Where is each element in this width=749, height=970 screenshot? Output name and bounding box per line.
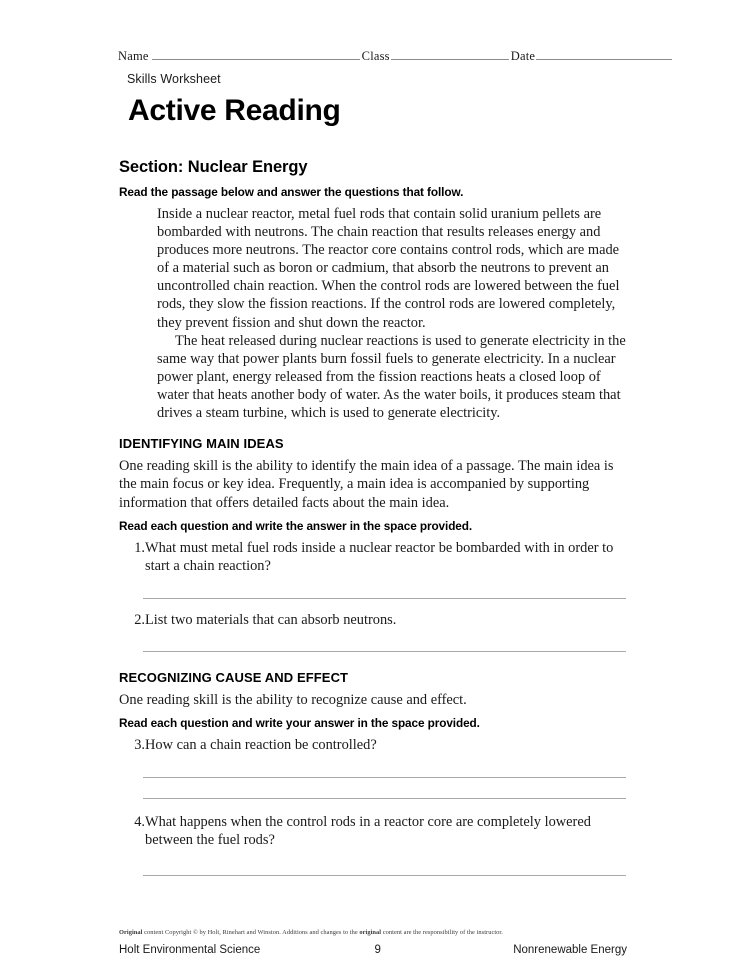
question-item [119,539,627,576]
question-number: 1. [134,539,145,556]
answer-line[interactable] [143,875,626,876]
passage-instruction: Read the passage below and answer the questions that follow. [119,185,464,199]
question-item [119,813,627,850]
student-info-row [118,48,626,64]
passage-paragraph-2: The heat released during nuclear reactions is used to generate electricity in the same way that power plants burn fossil fuels to generate electricity. In a nuclear power plant, energy released from the fission reactions heats a closed loop of water that heats another body of water. As the water boils, it produces steam that drives a steam turbine, which is used to generate electricity. [157,332,626,422]
cause-effect-heading: RECOGNIZING CAUSE AND EFFECT [119,669,349,685]
question-text: How can a chain reaction be controlled? [145,737,377,754]
section-heading: Section: Nuclear Energy [119,158,308,176]
question-text: What happens when the control rods in a reactor core are completely lowered between the fuel rods? [145,813,591,848]
copyright-bold-original-2: original [359,929,382,936]
copyright-suffix-text: content are the responsibility of the instructor. [381,929,503,936]
cause-effect-body: One reading skill is the ability to recognize cause and effect. [119,691,467,708]
question-text: List two materials that can absorb neutrons. [145,611,397,628]
main-ideas-instruction: Read each question and write the answer in the space provided. [119,518,473,533]
question-number: 3. [134,737,145,754]
footer-chapter-title: Nonrenewable Energy [513,944,627,956]
page-title: Active Reading [128,94,341,127]
main-ideas-body: One reading skill is the ability to identify the main idea of a passage. The main idea is the main focus or key idea. Frequently, a main idea is accompanied by supporting information that offers detailed facts about the main idea. [119,458,614,511]
worksheet-kicker: Skills Worksheet [127,72,221,86]
date-label: Date [510,49,536,63]
class-fill-line[interactable] [391,48,509,60]
name-label: Name [118,49,149,63]
footer-book-title: Holt Environmental Science [119,944,261,956]
copyright-notice [119,929,629,937]
question-item [119,611,627,629]
cause-effect-instruction: Read each question and write your answer in the space provided. [119,716,480,731]
page-footer [119,944,627,956]
footer-page-number: 9 [374,944,381,956]
question-number: 2. [134,611,145,628]
date-fill-line[interactable] [536,48,672,60]
class-label: Class [361,49,390,63]
name-fill-line[interactable] [152,48,360,60]
main-ideas-heading: IDENTIFYING MAIN IDEAS [119,436,284,452]
worksheet-content [119,158,627,876]
passage-paragraph-1: Inside a nuclear reactor, metal fuel rods that contain solid uranium pellets are bombarded with neutrons. The chain reaction that results releases energy and produces more neutrons. The reactor core contains control rods, which are made of a material such as boron or cadmium, that absorb the neutrons to prevent an uncontrolled chain reaction. When the control rods are lowered between the fuel rods, they slow the fission reactions. If the control rods are lowered completely, they prevent fission and shut down the reactor. [157,206,620,331]
question-number: 4. [134,813,145,830]
reading-passage [119,205,627,422]
copyright-middle-text: content Copyright © by Holt, Rinehart and Winston. Additions and changes to the [142,929,360,936]
question-item [119,736,627,754]
question-text: What must metal fuel rods inside a nuclear reactor be bombarded with in order to start a chain reaction? [145,539,614,575]
copyright-bold-original: Original [119,929,143,936]
